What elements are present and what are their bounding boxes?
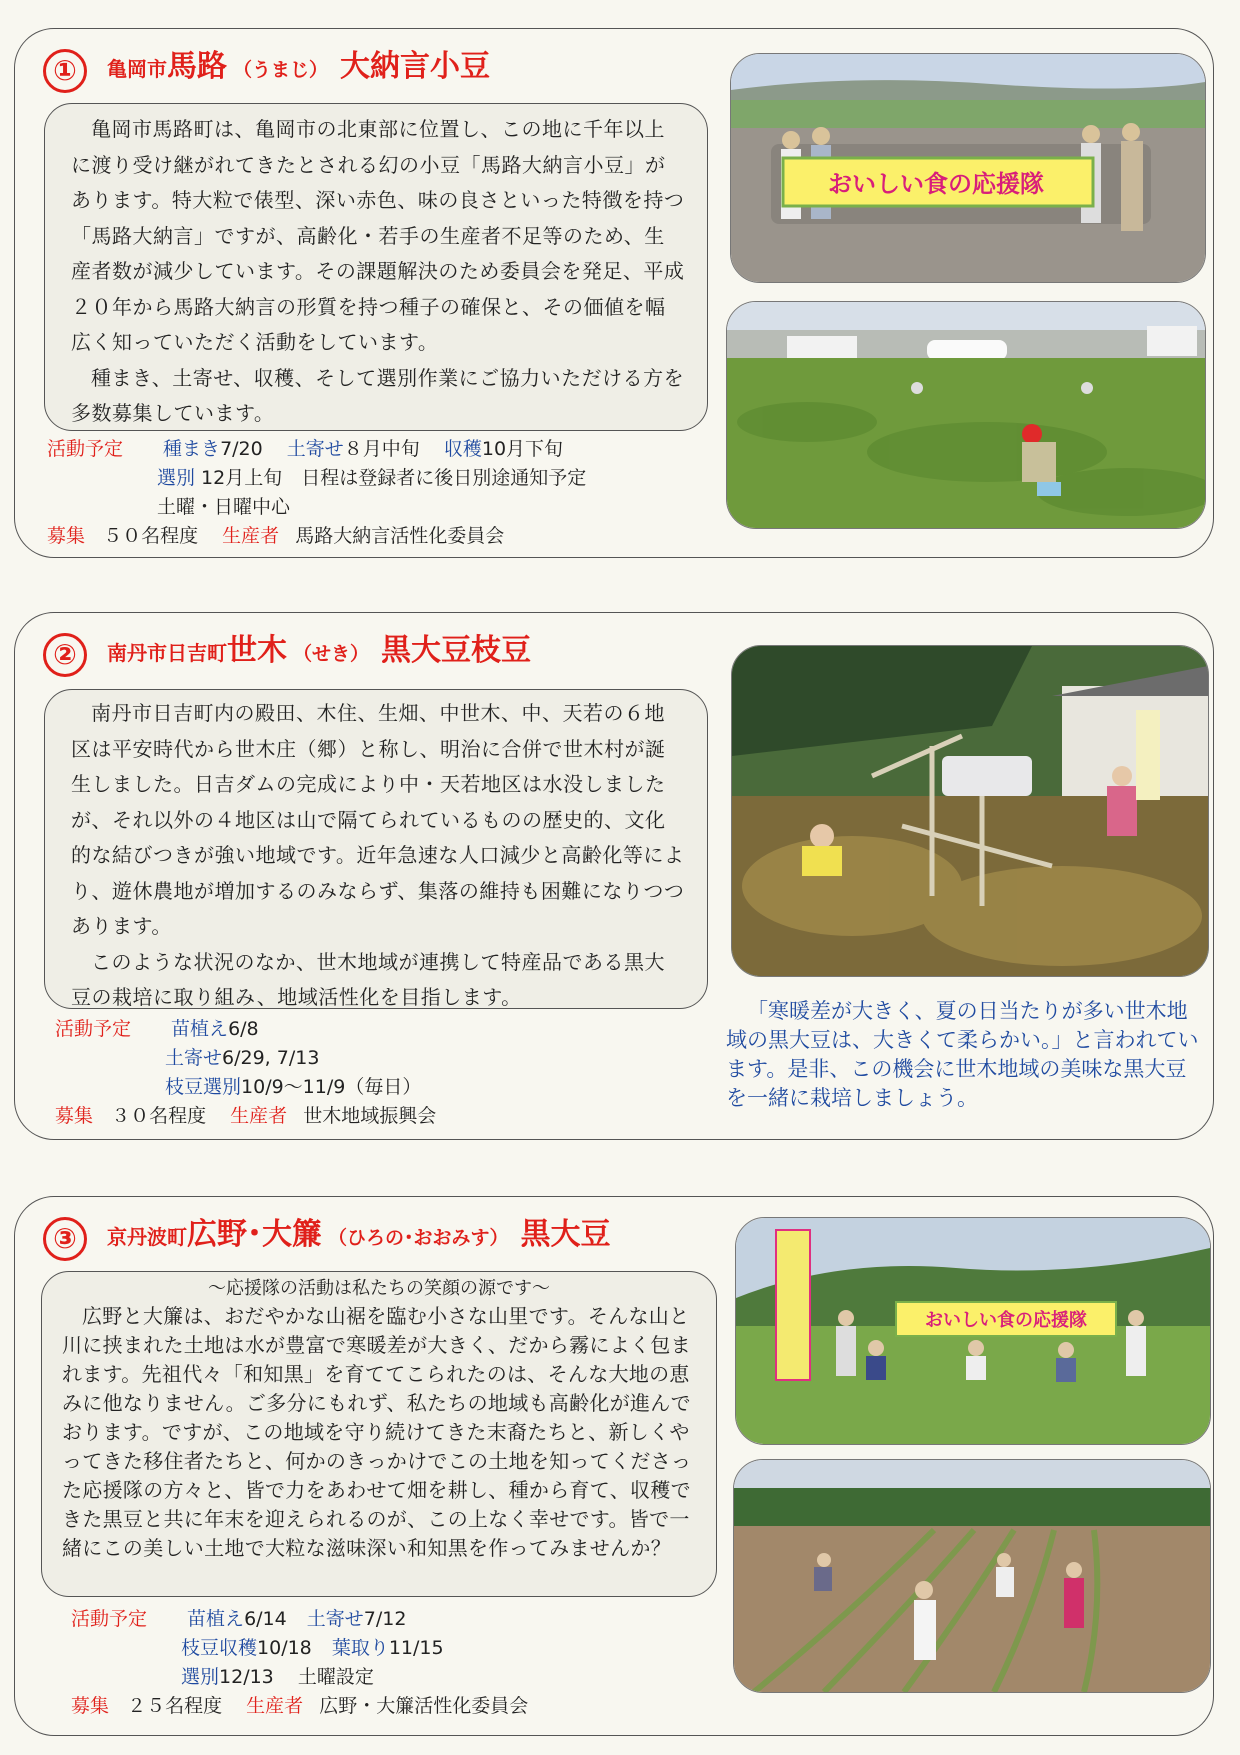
city-name: 亀岡市 xyxy=(107,57,167,81)
description-paragraph: 広野と大簾は、おだやかな山裾を臨む小さな山里です。そんな山と川に挟まれた土地は水が豊富で寒暖差が大きく、だから霧によく包まれます。先祖代々「和知黒」を育ててこられたのは、そんな大地の恵みに他なりません。ご多分にもれず、私たちの地域も高齢化が進んでおります。ですが、この地域を守り続けてきた末裔たちと、新しくやってきた移住者たちと、何かのきっかけでこの土地を知ってくださった応援隊の方々と、皆で力をあわせて畑を耕し、種から育て、収穫できた黒豆と共に年末を迎えられるのが、この上なく幸せです。皆で一緒にこの美しい土地で大粒な滋味深い和知黒を作ってみませんか？ xyxy=(62,1304,692,1560)
description-box xyxy=(44,689,708,1009)
description-subtitle: ～応援隊の活動は私たちの笑顔の源です～ xyxy=(208,1278,550,1299)
schedule: 活動予定 苗植え6/8 土寄せ6/29, 7/13 枝豆選別10/9～11/9（毎日） 募集 ３０名程度 生産者 世木地域振興会 xyxy=(55,1015,436,1131)
description-paragraph: 種まき、土寄せ、収穫、そして選別作業にご協力いただける方を多数募集しています。 xyxy=(71,365,685,425)
promo-quote: 「寒暖差が大きく、夏の日当たりが多い世木地域の黒大豆は、大きくて柔らかい。」と言われています。是非、この機会に世木地域の美味な黒大豆を一緒に栽培しましょう。 xyxy=(726,999,1199,1110)
section-umaji xyxy=(14,28,1214,558)
place-reading: （せき） xyxy=(293,643,370,665)
section-title xyxy=(43,41,490,89)
banner-text: おいしい食の応援隊 xyxy=(828,170,1044,198)
section-number: ③ xyxy=(43,1217,87,1261)
place-reading: （ひろの･おおみす） xyxy=(328,1227,509,1249)
section-title xyxy=(43,625,531,673)
schedule-label: 活動予定 xyxy=(55,1018,132,1040)
city-name: 京丹波町 xyxy=(107,1225,187,1249)
product-name: 黒大豆枝豆 xyxy=(381,633,532,668)
schedule: 活動予定 苗植え6/14 土寄せ7/12 枝豆収穫10/18 葉取り11/15 選別12/13 土曜設定 募集 ２５名程度 生産者 広野・大簾活性化委員会 xyxy=(71,1605,528,1721)
photo-bean-drying xyxy=(731,645,1209,977)
schedule: 活動予定 種まき7/20 土寄せ８月中旬 収穫10月下旬 選別 12月上旬 日程は登録者に後日別途通知予定 土曜・日曜中心 募集 ５０名程度 生産者 馬路大納言活性化委員会 xyxy=(47,435,586,551)
photo-field-work xyxy=(726,301,1206,529)
description-paragraph: 亀岡市馬路町は、亀岡市の北東部に位置し、この地に千年以上に渡り受け継がれてきたとされる幻の小豆「馬路大納言小豆」があります。特大粒で俵型、深い赤色、味の良さといった特徴を持つ「馬路大納言」ですが、高齢化・若手の生産者不足等のため、生産者数が減少しています。その課題解決のため委員会を発足、平成２０年から馬路大納言の形質を持つ種子の確保と、その価値を幅広く知っていただく活動をしています。 xyxy=(71,117,685,354)
product-name: 黒大豆 xyxy=(520,1217,611,1252)
banner-text: おいしい食の応援隊 xyxy=(925,1310,1087,1331)
place-name: 世木 xyxy=(227,633,287,668)
schedule-label: 活動予定 xyxy=(71,1608,148,1630)
description-box xyxy=(44,103,708,431)
place-name: 馬路 xyxy=(167,49,227,84)
description-paragraph: 南丹市日吉町内の殿田、木住、生畑、中世木、中、天若の６地区は平安時代から世木庄（郷）と称し、明治に合併で世木村が誕生しました。日吉ダムの完成により中・天若地区は水没しましたが、それ以外の４地区は山で隔てられているものの歴史的、文化的な結びつきが強い地域です。近年急速な人口減少と高齢化等により、遊休農地が増加するのみならず、集落の維持も困難になりつつあります。 xyxy=(71,701,685,938)
photo-planting-rows xyxy=(733,1459,1211,1693)
photo-hillside-group xyxy=(735,1217,1211,1445)
city-name: 南丹市日吉町 xyxy=(107,641,227,665)
section-seki xyxy=(14,612,1214,1140)
place-name: 広野･大簾 xyxy=(187,1217,322,1252)
schedule-label: 活動予定 xyxy=(47,438,124,460)
product-name: 大納言小豆 xyxy=(340,49,491,84)
description-box xyxy=(41,1271,717,1597)
section-number: ① xyxy=(43,49,87,93)
section-title xyxy=(43,1209,611,1257)
place-reading: （うまじ） xyxy=(233,59,329,81)
section-hirono-omisu xyxy=(14,1196,1214,1736)
section-number: ② xyxy=(43,633,87,677)
photo-group-banner xyxy=(730,53,1206,283)
description-paragraph: このような状況のなか、世木地域が連携して特産品である黒大豆の栽培に取り組み、地域活性化を目指します。 xyxy=(71,949,665,1009)
